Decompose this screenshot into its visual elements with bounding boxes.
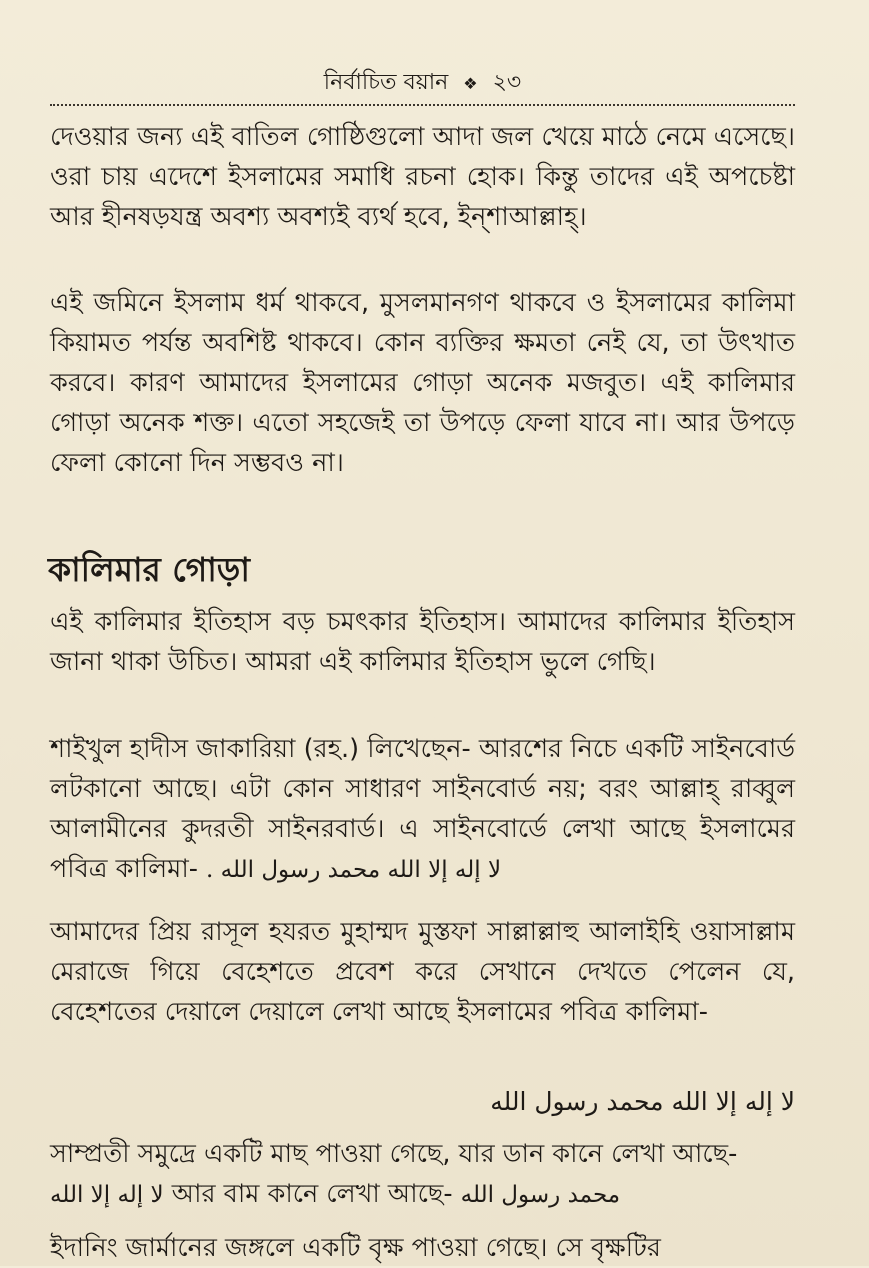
kalima-arabic-line bbox=[50, 1082, 795, 1125]
header-dotted-rule bbox=[50, 104, 795, 106]
kalima-arabic-text: لا إله إلا الله محمد رسول الله bbox=[490, 1087, 795, 1116]
section-heading: কালিমার গোড়া bbox=[48, 550, 250, 589]
page-number: ২৩ bbox=[492, 70, 522, 95]
fish-left-ear-arabic: محمد رسول الله bbox=[460, 1182, 621, 1208]
paragraph-4-text: শাইখুল হাদীস জাকারিয়া (রহ.) লিখেছেন- আরশের নিচে একটি সাইনবোর্ড লটকানো আছে। এটা কোন সাধারণ সাইনবোর্ড নয়; বরং আল্লাহ্ রাব্বুল আলামীনের কুদরতী সাইনরবার্ড। এ সাইনবোর্ডে লেখা আছে ইসলামের পবিত্র কালিমা- bbox=[50, 734, 795, 884]
kalima-inline-arabic: لا إله إلا الله محمد رسول الله . bbox=[206, 857, 502, 883]
paragraph-7: ইদানিং জার্মানের জঙ্গলে একটি বৃক্ষ পাওয়া গেছে। সে বৃক্ষটির bbox=[50, 1233, 661, 1263]
running-header bbox=[50, 68, 795, 99]
fish-right-ear-arabic: لا إله إلا الله bbox=[50, 1182, 164, 1208]
paragraph-3: এই কালিমার ইতিহাস বড় চমৎকার ইতিহাস। আমাদের কালিমার ইতিহাস জানা থাকা উচিত। আমরা এই কালিমার ইতিহাস ভুলে গেছি। bbox=[50, 607, 795, 677]
ornament-icon: ❖ bbox=[463, 74, 478, 93]
paragraph-1: দেওয়ার জন্য এই বাতিল গোষ্ঠিগুলো আদা জল খেয়ে মাঠে নেমে এসেছে। ওরা চায় এদেশে ইসলামের সমাধি রচনা হোক। কিন্তু তাদের এই অপচেষ্টা আর হীনষড়যন্ত্র অবশ্য অবশ্যই ব্যর্থ হবে, ইন্‌শাআল্লাহ্। bbox=[50, 122, 795, 232]
paragraph-6-text-1: সাম্প্রতী সমুদ্রে একটি মাছ পাওয়া গেছে, যার ডান কানে লেখা আছে- bbox=[50, 1139, 738, 1169]
paragraph-5: আমাদের প্রিয় রাসূল হযরত মুহাম্মদ মুস্তফা সাল্লাল্লাহু আলাইহি ওয়াসাল্লাম মেরাজে গিয়ে বেহেশতে প্রবেশ করে সেখানে দেখতে পেলেন যে, বেহেশতের দেয়ালে দেয়ালে লেখা আছে ইসলামের পবিত্র কালিমা- bbox=[50, 917, 795, 1027]
running-title: নির্বাচিত বয়ান bbox=[323, 70, 449, 95]
paragraph-2: এই জমিনে ইসলাম ধর্ম থাকবে, মুসলমানগণ থাকবে ও ইসলামের কালিমা কিয়ামত পর্যন্ত অবশিষ্ট থাকবে। কোন ব্যক্তির ক্ষমতা নেই যে, তা উৎখাত করবে। কারণ আমাদের ইসলামের গোড়া অনেক মজবুত। এই কালিমার গোড়া অনেক শক্ত। এতো সহজেই তা উপড়ে ফেলা যাবে না। আর উপড়ে ফেলা কোনো দিন সম্ভবও না। bbox=[50, 288, 795, 478]
paragraph-6 bbox=[50, 1134, 795, 1215]
paragraph-6-text-2: আর বাম কানে লেখা আছে- bbox=[171, 1179, 453, 1209]
paragraph-4 bbox=[50, 729, 795, 890]
